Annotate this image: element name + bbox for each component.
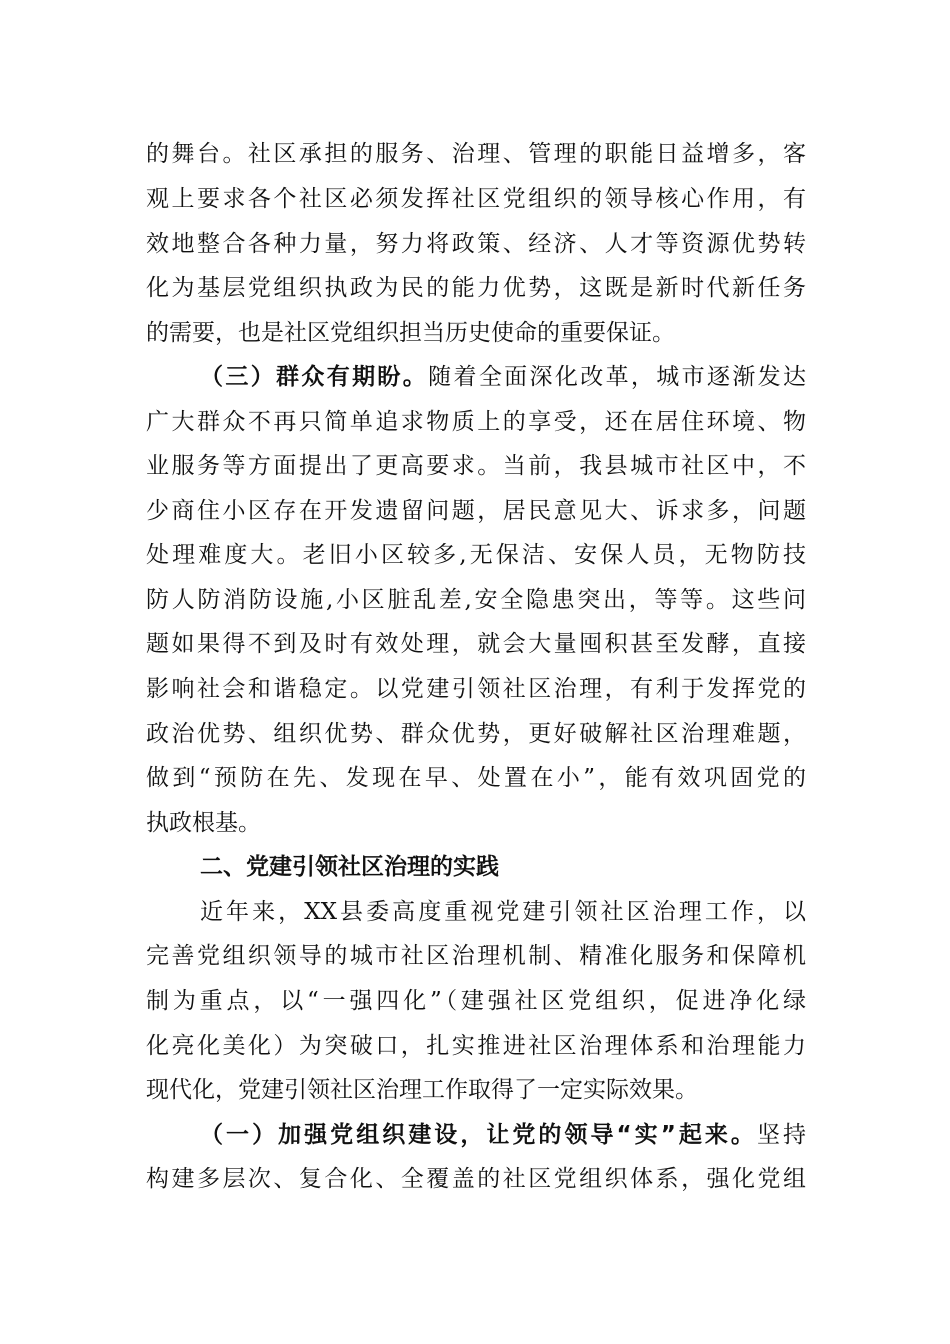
subsection-heading: （一）加强党组织建设，让党的领导“实”起来。: [200, 1122, 757, 1148]
paragraph-line: 现代化，党建引领社区治理工作取得了一定实际效果。: [146, 1077, 698, 1103]
subsection-line: [200, 1115, 806, 1155]
paragraph-line: 制为重点，以“一强四化”（建强社区党组织，促进净化绿: [146, 988, 806, 1014]
paragraph-line: 题如果得不到及时有效处理，就会大量囤积甚至发酵，直接: [146, 631, 806, 657]
paragraph-line: 广大群众不再只简单追求物质上的享受，还在居住环境、物: [146, 409, 806, 435]
paragraph-line: 观上要求各个社区必须发挥社区党组织的领导核心作用，有: [146, 186, 806, 212]
subsection-line: [200, 357, 806, 397]
paragraph-line: 业服务等方面提出了更高要求。当前，我县城市社区中，不: [146, 453, 806, 479]
paragraph-line: 的需要，也是社区党组织担当历史使命的重要保证。: [146, 320, 675, 346]
paragraph-line: 化亮化美化）为突破口，扎实推进社区治理体系和治理能力: [146, 1033, 806, 1059]
subsection-heading: （三）群众有期盼。: [200, 364, 429, 390]
paragraph-line: 构建多层次、复合化、全覆盖的社区党组织体系，强化党组: [146, 1166, 806, 1192]
paragraph-line: 影响社会和谐稳定。以党建引领社区治理，有利于发挥党的: [146, 676, 806, 702]
paragraph-text: 坚持: [756, 1122, 807, 1148]
paragraph-line: 的舞台。社区承担的服务、治理、管理的职能日益增多，客: [146, 141, 806, 167]
paragraph-text: 随着全面深化改革，城市逐渐发达: [428, 364, 807, 390]
paragraph-line: 少商住小区存在开发遗留问题，居民意见大、诉求多，问题: [146, 498, 806, 524]
paragraph-line: 效地整合各种力量，努力将政策、经济、人才等资源优势转: [146, 231, 806, 257]
paragraph-line: 做到“预防在先、发现在早、处置在小”，能有效巩固党的: [146, 765, 806, 791]
paragraph-line: 近年来，XX县委高度重视党建引领社区治理工作，以: [200, 899, 806, 925]
section-heading: 二、党建引领社区治理的实践: [200, 854, 499, 880]
paragraph-line: 处理难度大。老旧小区较多,无保洁、安保人员，无物防技: [146, 542, 806, 568]
paragraph-line: 完善党组织领导的城市社区治理机制、精准化服务和保障机: [146, 943, 806, 969]
paragraph-line: 化为基层党组织执政为民的能力优势，这既是新时代新任务: [146, 275, 806, 301]
paragraph-line: 防人防消防设施,小区脏乱差,安全隐患突出，等等。这些问: [146, 587, 806, 613]
paragraph-line: 执政根基。: [146, 810, 261, 836]
paragraph-line: 政治优势、组织优势、群众优势，更好破解社区治理难题，: [146, 721, 806, 747]
